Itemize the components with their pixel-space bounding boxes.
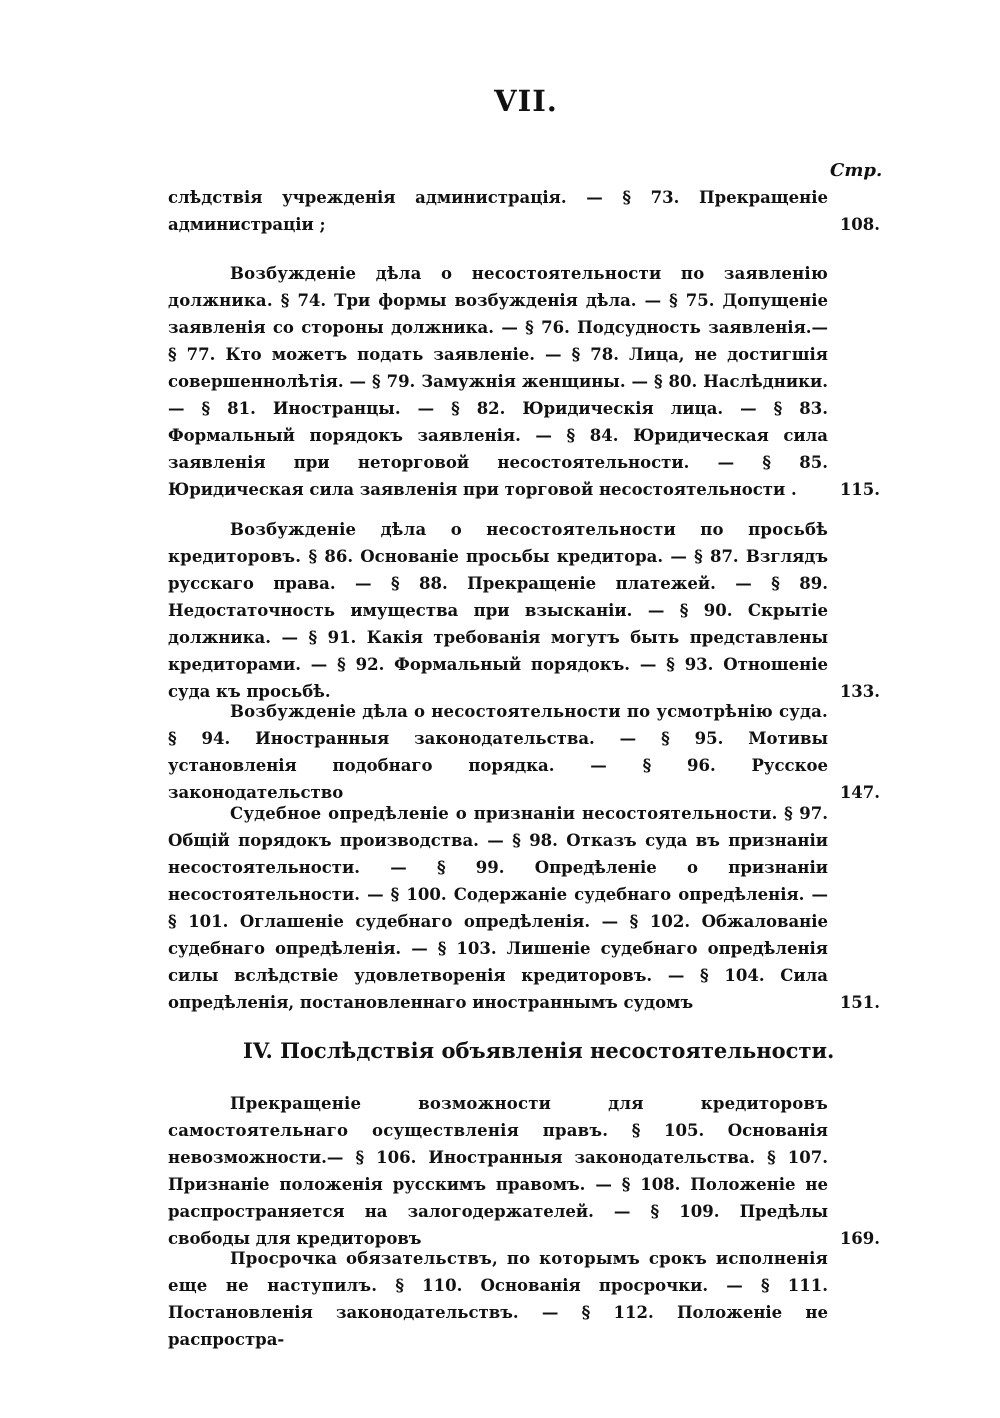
toc-entry [168, 800, 880, 1016]
toc-entry [168, 516, 880, 705]
entry-body: § 105. Основанія невозможности.— § 106. Иностранныя законодательства. § 107. Признаніе положенія русскимъ правомъ. — § 108. Положеніе не распространяется на залогодержателей. — § 109. Предѣлы свободы для кредиторовъ [168, 1121, 828, 1248]
entry-heading: Возбужденіе дѣла о несостоятельности по усмотрѣнію суда. [230, 702, 828, 721]
toc-entry [168, 184, 880, 238]
entry-heading: Просрочка обязательствъ, по которымъ срокъ исполненія еще не наступилъ. [168, 1249, 828, 1295]
entry-body: § 97. Общій порядокъ производства. — § 98. Отказъ суда въ признаніи несостоятельности. — § 99. Опредѣленіе о признаніи несостоятельности. — § 100. Содержаніе судебнаго опредѣленія. — § 101. Оглашеніе судебнаго опредѣленія. — § 102. Обжалованіе судебнаго опредѣленія. — § 103. Лишеніе судебнаго опредѣленія силы вслѣдствіе удовлетворенія кредиторовъ. — § 104. Сила опредѣленія, постановленнаго иностраннымъ судомъ [168, 804, 828, 1012]
entry-body: § 74. Три формы возбужденія дѣла. — § 75. Допущеніе заявленія со стороны должника. — § 76. Подсудность заявленія.— § 77. Кто можетъ подать заявленіе. — § 78. Лица, не достигшія совершеннолѣтія. — § 79. Замужнія женщины. — § 80. Наслѣдники.— § 81. Иностранцы. — § 82. Юридическія лица. — § 83. Формальный порядокъ заявленія. — § 84. Юридическая сила заявленія при неторговой несостоятельности. — § 85. Юридическая сила заявленія при торговой несостоятельности . [168, 291, 828, 499]
entry-body: § 86. Основаніе просьбы кредитора. — § 87. Взглядъ русскаго права. — § 88. Прекращеніе платежей. — § 89. Недостаточность имущества при взысканіи. — § 90. Скрытіе должника. — § 91. Какія требованія могутъ быть представлены кредиторами. — § 92. Формальный порядокъ. — § 93. Отношеніе суда къ просьбѣ. [168, 547, 828, 701]
toc-entry [168, 698, 880, 806]
entry-page: 169. [839, 1229, 880, 1248]
entry-body: § 94. Иностранныя законодательства. — § 95. Мотивы установленія подобнаго порядка. — § 96. Русское законодательство [168, 729, 828, 802]
toc-entry [168, 1090, 880, 1252]
entry-text [168, 800, 828, 1016]
section-heading: IV. Послѣдствія объявленія несостоятельности. [243, 1038, 835, 1063]
entry-heading: Возбужденіе дѣла о несостоятельности по заявленію должника. [168, 264, 828, 310]
entry-text [168, 1090, 828, 1252]
entry-page: 151. [839, 993, 880, 1012]
entry-page: 133. [839, 682, 880, 701]
entry-text [168, 260, 828, 503]
entry-text [168, 184, 828, 238]
entry-text [168, 516, 828, 705]
page-number: VII. [494, 84, 558, 118]
entry-text [168, 698, 828, 806]
entry-page: 147. [839, 783, 880, 802]
page-column-label: Стр. [830, 160, 883, 181]
entry-heading: Возбужденіе дѣла о несостоятельности по просьбѣ кредиторовъ. [168, 520, 828, 566]
toc-entry [168, 1245, 880, 1353]
entry-page: 108. [839, 215, 880, 234]
entry-body: слѣдствія учрежденія администрація. — § 73. Прекращеніе администраціи ; [168, 188, 828, 234]
entry-heading: Прекращеніе возможности для кредиторовъ самостоятельнаго осуществленія правъ. [168, 1094, 828, 1140]
entry-text [168, 1245, 828, 1353]
entry-heading: Судебное опредѣленіе о признаніи несостоятельности. [230, 804, 778, 823]
entry-body: § 110. Основанія просрочки. — § 111. Постановленія законодательствъ. — § 112. Положеніе не распростра- [168, 1276, 828, 1349]
entry-page: 115. [839, 480, 880, 499]
toc-entry [168, 260, 880, 503]
